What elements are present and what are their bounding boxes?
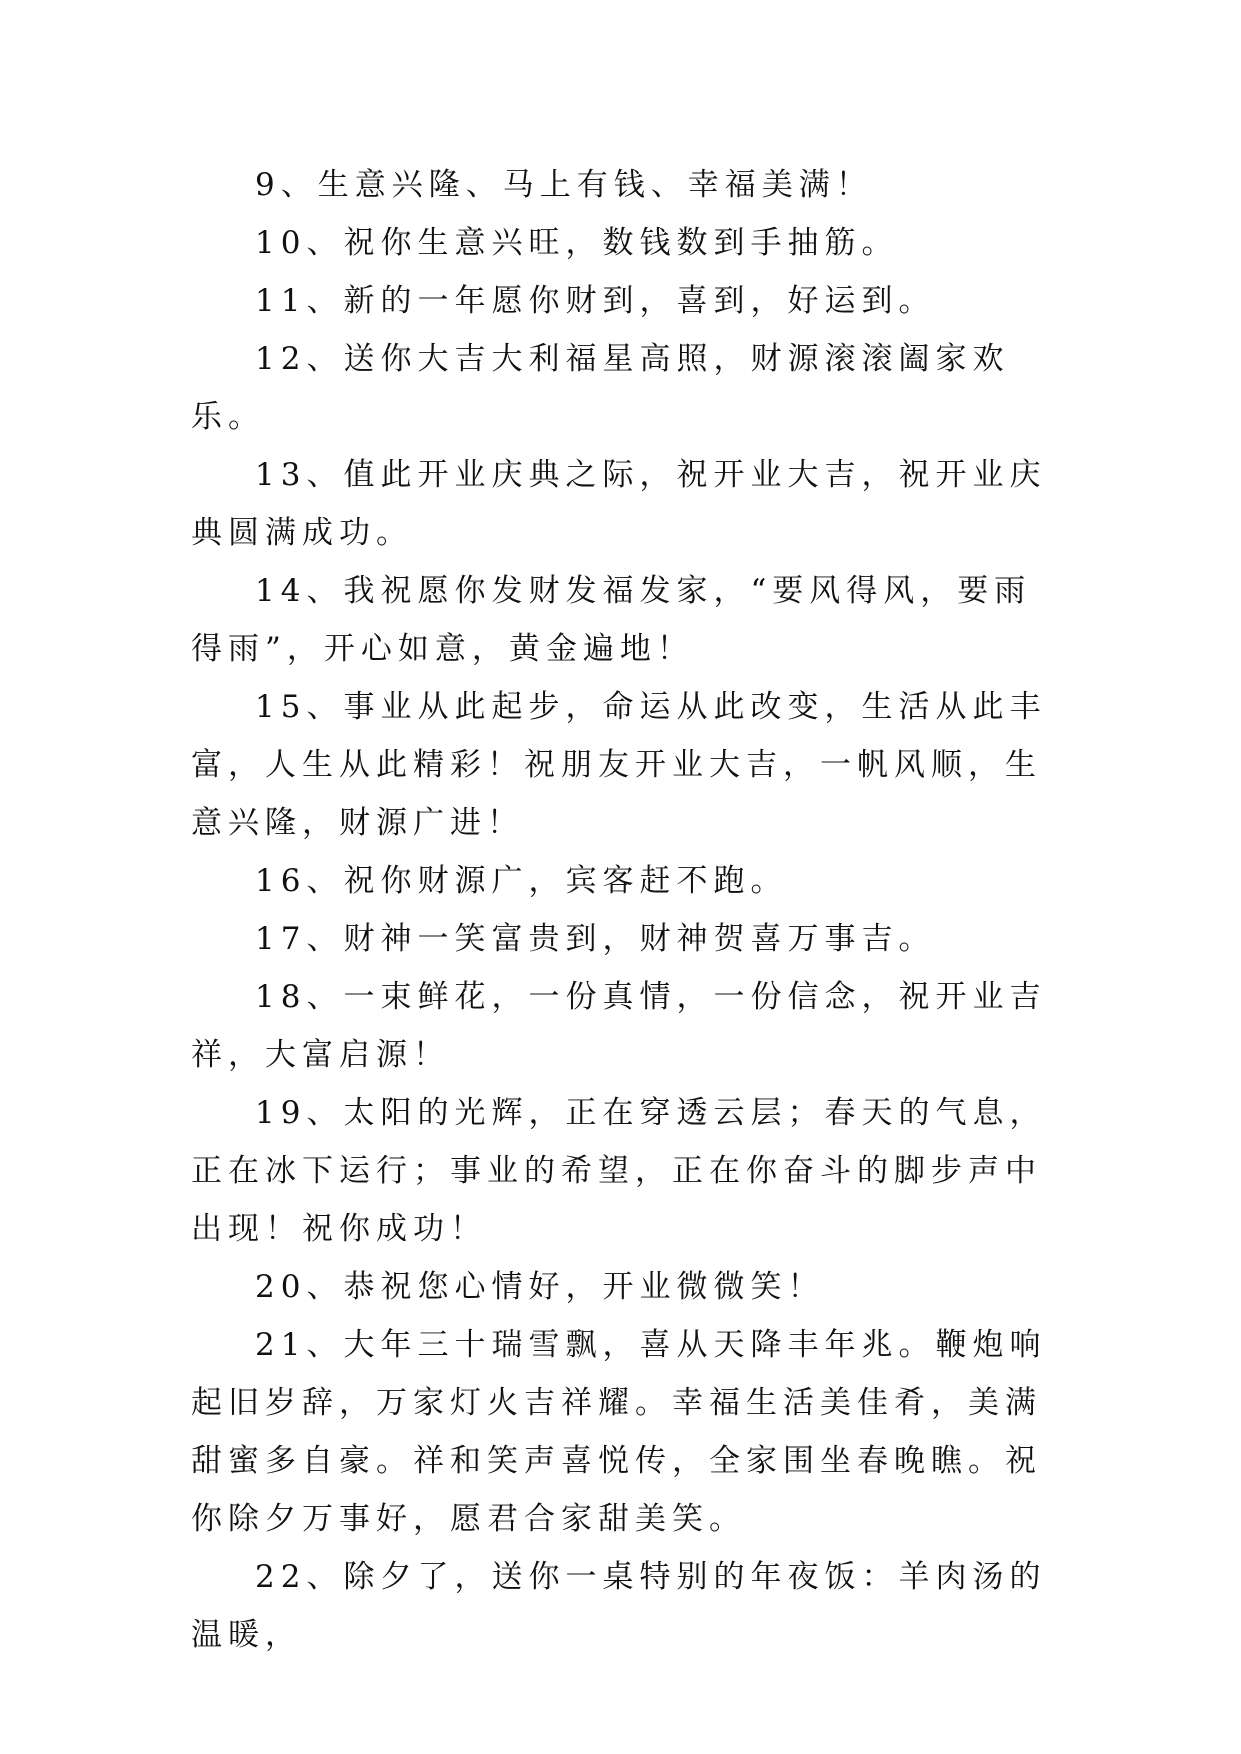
paragraph-19: 19、太阳的光辉，正在穿透云层；春天的气息，正在冰下运行；事业的希望，正在你奋斗的脚步声中出现！祝你成功！: [191, 1095, 1047, 1247]
paragraph-10: 10、祝你生意兴旺，数钱数到手抽筋。: [255, 225, 899, 261]
paragraph-18: 18、一束鲜花，一份真情，一份信念，祝开业吉祥，大富启源！: [191, 979, 1047, 1073]
paragraph-16: 16、祝你财源广，宾客赶不跑。: [255, 863, 788, 899]
paragraph-21: 21、大年三十瑞雪飘，喜从天降丰年兆。鞭炮响起旧岁辞，万家灯火吉祥耀。幸福生活美佳肴，美满甜蜜多自豪。祥和笑声喜悦传，全家围坐春晚瞧。祝你除夕万事好，愿君合家甜美笑。: [191, 1327, 1047, 1537]
paragraph-20: 20、恭祝您心情好，开业微微笑！: [255, 1269, 825, 1305]
paragraph-9: 9、生意兴隆、马上有钱、幸福美满！: [255, 167, 873, 203]
document-body: [191, 156, 1051, 1664]
paragraph-22: 22、除夕了，送你一桌特别的年夜饭：羊肉汤的温暖，: [191, 1559, 1047, 1653]
paragraph-17: 17、财神一笑富贵到，财神贺喜万事吉。: [255, 921, 936, 957]
paragraph-11: 11、新的一年愿你财到，喜到，好运到。: [255, 283, 936, 319]
paragraph-14: 14、我祝愿你发财发福发家，“要风得风，要雨得雨”，开心如意，黄金遍地！: [191, 573, 1032, 667]
paragraph-13: 13、值此开业庆典之际，祝开业大吉，祝开业庆典圆满成功。: [191, 457, 1047, 551]
paragraph-15: 15、事业从此起步，命运从此改变，生活从此丰富，人生从此精彩！祝朋友开业大吉，一帆风顺，生意兴隆，财源广进！: [191, 689, 1047, 841]
paragraph-12: 12、送你大吉大利福星高照，财源滚滚阖家欢乐。: [191, 341, 1010, 435]
